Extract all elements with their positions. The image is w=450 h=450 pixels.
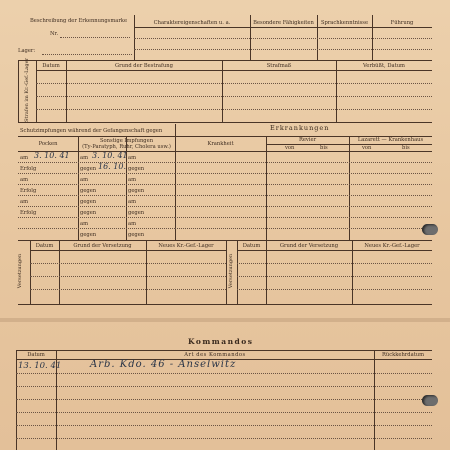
penalty-left: [18, 60, 19, 122]
kommando-row-line: [16, 386, 432, 387]
vacc-am: am: [128, 177, 137, 183]
hw-pocken-date: 3. 10. 41: [34, 151, 70, 160]
transfer-row-line: [30, 263, 226, 264]
illness-divider: [349, 136, 350, 240]
vacc-row-line: [18, 228, 175, 229]
vacc-bottom-rule: [18, 240, 432, 241]
illness-from: von: [362, 145, 372, 151]
kommando-row-line: [16, 438, 432, 439]
vacc-row-line: [18, 217, 175, 218]
vacc-row-line: [18, 162, 175, 163]
illness-row-line: [175, 184, 432, 185]
illness-row-line: [175, 228, 432, 229]
transfer-divider: [352, 240, 353, 304]
transfer-date: Datum: [242, 243, 261, 249]
transfer-row-line: [237, 263, 432, 264]
penalty-row-line: [36, 96, 432, 97]
penalty-reason: Grund der Bestrafung: [115, 63, 173, 69]
transfer-bottom-rule: [18, 304, 432, 305]
vacc-gegen: gegen: [80, 188, 97, 194]
illness-header: Erkrankungen: [270, 124, 330, 132]
transfer-divider: [226, 240, 227, 304]
transfer-side-label: Versetzungen: [228, 253, 234, 289]
punch-hole: [422, 395, 438, 406]
penalty-divider: [222, 60, 223, 122]
transfer-new-camp: Neues Kr.-Gef.-Lager: [364, 243, 420, 249]
kommando-row-line: [16, 399, 432, 400]
vacc-erfolg: Erfolg: [20, 210, 37, 216]
illness-row-line: [175, 173, 432, 174]
col-languages: Sprachkenntnisse: [320, 20, 369, 26]
col-abilities: Besondere Fähigkeiten: [253, 20, 314, 26]
transfer-divider: [146, 240, 147, 304]
vacc-am: am: [80, 177, 89, 183]
illness-to: bis: [402, 145, 410, 151]
illness-lazarett: Lazarett — Krankenhaus: [357, 137, 424, 143]
punch-hole: [422, 224, 438, 235]
illness-revier: Revier: [298, 137, 317, 143]
vacc-am: am: [20, 177, 29, 183]
ident-mark-label: Beschreibung der Erkennungsmarke: [30, 18, 128, 24]
top-row-line: [134, 38, 432, 39]
nr-line: [60, 37, 130, 38]
vacc-am: am: [128, 155, 137, 161]
hw-kommando-text: Arb. Kdo. 46 - Anselwitz: [90, 359, 237, 370]
penalty-served: Verbüßt, Datum: [363, 63, 405, 69]
penalty-bottom-rule: [18, 122, 432, 123]
vacc-header-rule: [18, 151, 432, 152]
penalty-row-line: [36, 83, 432, 84]
col-conduct: Führung: [390, 20, 414, 26]
hw-kommando-date: 13. 10. 41: [18, 361, 62, 371]
transfer-divider: [59, 240, 60, 304]
kommando-top-rule: [16, 350, 432, 351]
top-row-line: [134, 49, 432, 50]
vacc-gegen: gegen: [128, 166, 145, 172]
vacc-am: am: [20, 155, 29, 161]
nr-label: Nr.: [50, 31, 59, 37]
illness-row-line: [175, 206, 432, 207]
kommando-date: Datum: [27, 352, 45, 358]
transfer-date: Datum: [35, 243, 54, 249]
penalty-top-rule: [18, 60, 432, 61]
illness-row-line: [175, 217, 432, 218]
kommando-row-line: [16, 373, 432, 374]
transfer-side-label: Versetzungen: [17, 253, 23, 289]
hw-other-gegen: 16. 10.: [98, 162, 126, 171]
transfer-row-line: [237, 289, 432, 290]
transfer-row-line: [30, 289, 226, 290]
penalty-divider: [66, 60, 67, 122]
illness-row-line: [175, 162, 432, 163]
penalty-row-line: [36, 109, 432, 110]
vacc-erfolg: Erfolg: [20, 188, 37, 194]
vacc-am: am: [80, 221, 89, 227]
kommando-row-line: [16, 425, 432, 426]
illness-from: von: [285, 145, 295, 151]
penalty-date: Datum: [42, 63, 60, 69]
col-character: Charaktereigenschaften u. a.: [153, 20, 231, 26]
vacc-gegen: gegen: [128, 210, 145, 216]
kommandos-title: Kommandos: [188, 337, 254, 346]
transfer-row-line: [237, 276, 432, 277]
vacc-gegen: gegen: [80, 210, 97, 216]
top-header-rule: [134, 27, 432, 28]
hw-other-date: 3. 10. 41: [92, 151, 128, 160]
vacc-gegen: gegen: [80, 166, 97, 172]
transfer-divider: [30, 240, 31, 304]
transfer-reason: Grund der Versetzung: [73, 243, 132, 249]
kommando-type: Art des Kommandos: [184, 352, 246, 358]
vacc-other-2: (Ty-Paratyph, Ruhr, Cholera usw.): [82, 144, 171, 150]
vacc-gegen: gegen: [128, 188, 145, 194]
illness-divider: [266, 136, 267, 240]
transfer-reason: Grund der Versetzung: [279, 243, 339, 249]
transfer-divider: [266, 240, 267, 304]
illness-col: Krankheit: [207, 141, 234, 147]
vacc-am: am: [128, 221, 137, 227]
camp-label: Lager:: [18, 48, 36, 54]
vacc-gegen: gegen: [128, 232, 145, 238]
penalty-measure: Strafmaß: [266, 63, 292, 69]
vacc-divider: [78, 136, 79, 240]
vacc-smallpox: Pocken: [38, 141, 58, 147]
vacc-am: am: [80, 155, 89, 161]
vacc-row-line: [18, 195, 175, 196]
penalty-divider: [336, 60, 337, 122]
penalty-header-rule: [36, 70, 432, 71]
transfer-row-line: [30, 276, 226, 277]
fold-line: [0, 318, 450, 322]
vacc-erfolg: Erfolg: [20, 166, 37, 172]
vacc-other-1: Sonstige Impfungen: [99, 138, 154, 144]
kommando-return: Rückkehrdatum: [381, 352, 425, 358]
penalty-divider: [36, 60, 37, 122]
kommando-divider: [16, 350, 17, 450]
illness-row-line: [175, 195, 432, 196]
kommando-divider: [374, 350, 375, 450]
vacc-gegen: gegen: [80, 232, 97, 238]
vacc-am: am: [128, 199, 137, 205]
vacc-header: Schutzimpfungen während der Gefangenschaft gegen: [20, 128, 163, 134]
vacc-row-line: [18, 184, 175, 185]
penalty-side-label: Strafen im Kr.-Gef.-Lager: [24, 58, 30, 122]
vacc-row-line: [18, 206, 175, 207]
kommando-row-line: [16, 412, 432, 413]
vacc-am: am: [20, 199, 29, 205]
vacc-gegen: gegen: [80, 199, 97, 205]
transfer-new-camp: Neues Kr.-Gef.-Lager: [158, 243, 214, 249]
illness-to: bis: [320, 145, 328, 151]
vacc-row-line: [18, 173, 175, 174]
camp-line: [42, 54, 132, 55]
transfer-divider: [237, 240, 238, 304]
